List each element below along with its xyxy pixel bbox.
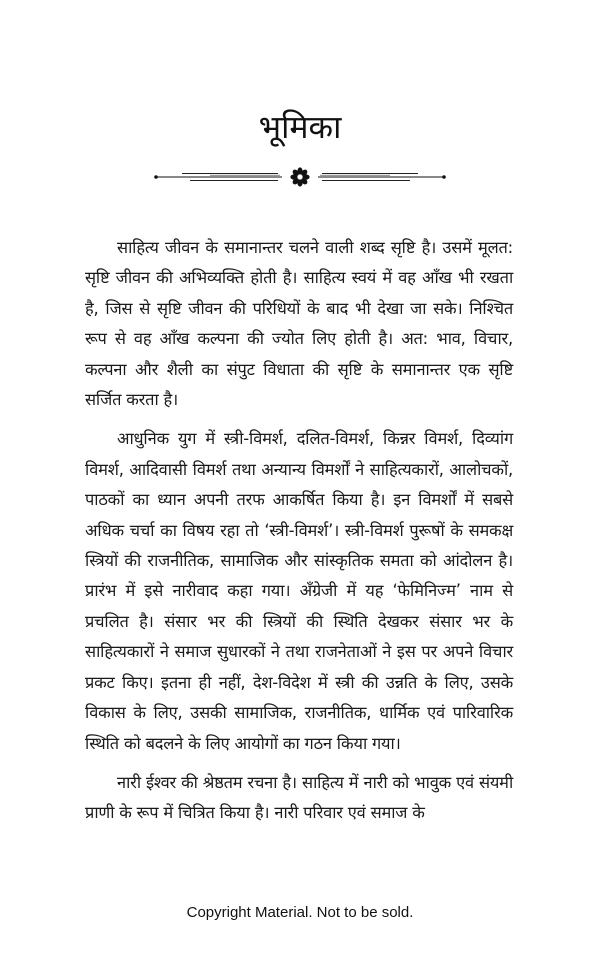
body-text xyxy=(85,233,513,838)
paragraph: नारी ईश्वर की श्रेष्ठतम रचना है। साहित्य में नारी को भावुक एवं संयमी प्राणी के रूप में चित्रित किया है। नारी परिवार एवं समाज के xyxy=(85,772,513,823)
paragraph: आधुनिक युग में स्त्री-विमर्श, दलित-विमर्श, किन्नर विमर्श, दिव्यांग विमर्श, आदिवासी विमर्श तथा अन्यान्य विमर्शों ने साहित्यकारों, आलोचकों, पाठकों का ध्यान अपनी तरफ आकर्षित किया है। इन विमर्शों में सबसे अधिक चर्चा का विषय रहा तो ‘स्त्री-विमर्श’। स्त्री-विमर्श पुरूषों के समकक्ष स्त्रियों की राजनीतिक, सामाजिक और सांस्कृतिक समता को आंदोलन है। प्रारंभ में इसे नारीवाद कहा गया। अँग्रेजी में यह ‘फेमिनिज्म’ नाम से प्रचलित है। संसार भर की स्त्रियों की स्थिति देखकर संसार भर के साहित्यकारों ने समाज सुधारकों ने तथा राजनेताओं ने इस पर अपने विचार प्रकट किए। इतना ही नहीं, देश-विदेश में स्त्री की उन्नति के लिए, उसके विकास के लिए, उसकी सामाजिक, राजनीतिक, धार्मिक एवं पारिवारिक स्थिति को बदलने के लिए आयोगों का गठन किया गया। xyxy=(85,429,513,753)
paragraph: साहित्य जीवन के समानान्तर चलने वाली शब्द सृष्टि है। उसमें मूलत: सृष्टि जीवन की अभिव्यक्ति होती है। साहित्य स्वयं में वह आँख भी रखता है, जिस से सृष्टि जीवन की परिधियों के बाद भी देखा जा सके। निश्चित रूप से वह आँख कल्पना की ज्योत लिए होती है। अत: भाव, विचार, कल्पना और शैली का संपुट विधाता की सृष्टि के समानान्तर एक सृष्टि सर्जित करता है। xyxy=(85,238,513,410)
flower-divider-icon xyxy=(150,163,450,191)
page-title: भूमिका xyxy=(258,108,342,146)
copyright-footer: Copyright Material. Not to be sold. xyxy=(186,904,414,921)
